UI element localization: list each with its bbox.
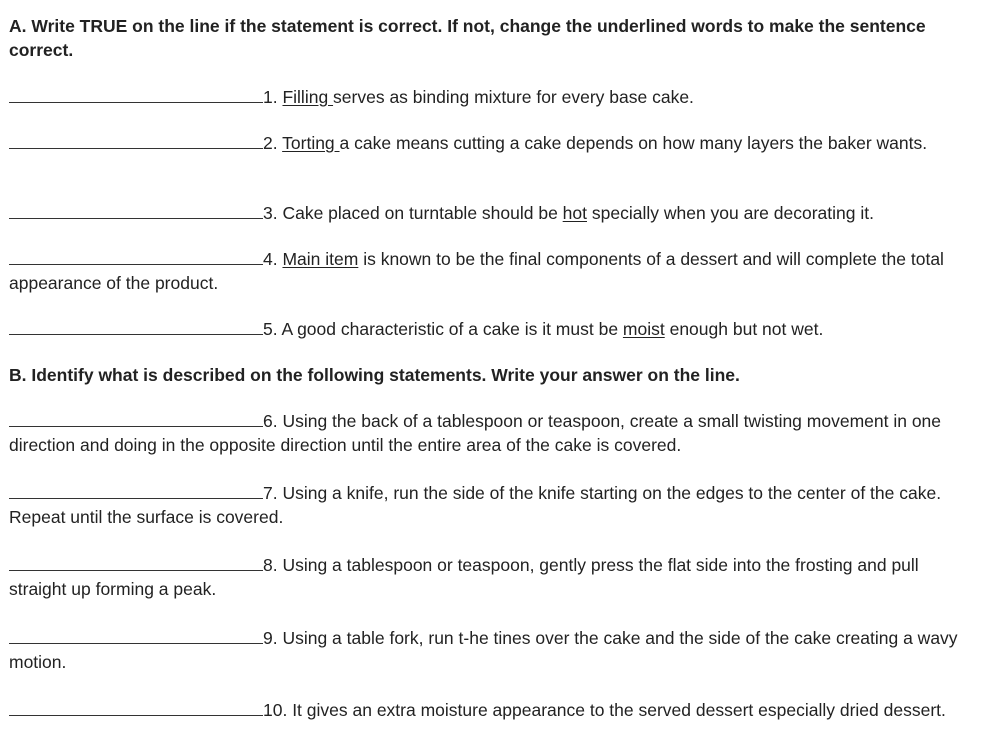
question-10: 10. It gives an extra moisture appearance to the served dessert especially dried dessert. bbox=[9, 698, 979, 722]
answer-line-8[interactable] bbox=[9, 555, 263, 571]
answer-line-7[interactable] bbox=[9, 483, 263, 499]
underlined-term: moist bbox=[622, 319, 665, 339]
question-3: 3. Cake placed on turntable should be hot specially when you are decorating it. bbox=[9, 201, 979, 225]
underlined-term: Main item bbox=[282, 249, 359, 269]
underlined-term: Filling bbox=[282, 87, 334, 107]
underlined-term: hot bbox=[562, 203, 587, 223]
section-b-heading: B. Identify what is described on the following statements. Write your answer on the line. bbox=[9, 365, 740, 385]
section-a-heading: A. Write TRUE on the line if the statement is correct. If not, change the underlined words to make the sentence correct. bbox=[9, 16, 926, 60]
question-8: 8. Using a tablespoon or teaspoon, gently press the flat side into the frosting and pull straight up forming a peak. bbox=[9, 555, 919, 599]
question-1: 1. Filling serves as binding mixture for every base cake. bbox=[9, 85, 979, 109]
answer-line-10[interactable] bbox=[9, 700, 263, 716]
question-2: 2. Torting a cake means cutting a cake depends on how many layers the baker wants. bbox=[9, 131, 979, 155]
answer-line-5[interactable] bbox=[9, 319, 263, 335]
question-7: 7. Using a knife, run the side of the knife starting on the edges to the center of the cake. Repeat until the surface is covered. bbox=[9, 483, 942, 527]
question-6: 6. Using the back of a tablespoon or teaspoon, create a small twisting movement in one direction and doing in the opposite direction until the entire area of the cake is covered. bbox=[9, 411, 942, 455]
answer-line-9[interactable] bbox=[9, 628, 263, 644]
answer-line-1[interactable] bbox=[9, 87, 263, 103]
answer-line-2[interactable] bbox=[9, 133, 263, 149]
answer-line-3[interactable] bbox=[9, 203, 263, 219]
underlined-term: Torting bbox=[282, 133, 340, 153]
question-4: 4. Main item is known to be the final components of a dessert and will complete the total appearance of the product. bbox=[9, 249, 944, 293]
answer-line-6[interactable] bbox=[9, 411, 263, 427]
answer-line-4[interactable] bbox=[9, 249, 263, 265]
question-9: 9. Using a table fork, run t-he tines over the cake and the side of the cake creating a wavy motion. bbox=[9, 628, 958, 672]
question-5: 5. A good characteristic of a cake is it must be moist enough but not wet. bbox=[9, 317, 979, 341]
